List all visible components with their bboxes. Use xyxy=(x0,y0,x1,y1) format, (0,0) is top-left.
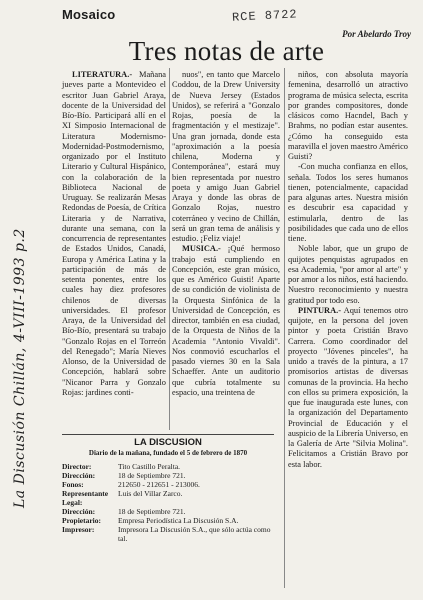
masthead-row xyxy=(62,471,274,480)
masthead-subtitle: Diario de la mañana, fundado el 5 de febrero de 1870 xyxy=(88,449,248,457)
masthead-row xyxy=(62,462,274,471)
masthead-value: Tito Castillo Peralta. xyxy=(118,462,181,471)
masthead-label: Impresor: xyxy=(62,525,95,534)
masthead-row xyxy=(62,489,274,507)
paragraph-text: -Con mucha confianza en ellos, señala. Todos los seres humanos tienen, potencialmente, capacidad para algunas artes. Nuestra misión es descubrir esa capacidad y estimularla, dentro de las posibilidades que cada uno de ellos tiene. xyxy=(288,162,408,243)
paragraph xyxy=(288,162,408,244)
paragraph-text: Mañana jueves parte a Montevideo el escritor Juan Gabriel Araya, docente de la Universidad del Bío-Bío. Participará allí en el XI Simposio Internacional de Literatura Modernismo-Modernidad-Postmodernismo, organizado por el Instituto Literario y Cultural Hispánico, con la colaboración de la Biblioteca Nacional de Uruguay. Se realizarán Mesas Redondas de Poesía, de Crítica Literaria y de Narrativa, durante una semana, con la concurrencia de representantes de Estados Unidos, Canadá, Europa y América Latina y la participación de más de setenta ponentes, entre los cuales hay diez profesores chilenos de diversas universidades. El profesor Araya, de la Universidad del Bío-Bío, presentará su trabajo "Gonzalo Rojas en el Torreón del Renegado"; María Nieves Alonso, de la Universidad de Concepción, hablará sobre "Nicanor Parra y Gonzalo Rojas: jardines conti- xyxy=(62,70,166,397)
paragraph-text: ¡Qué hermoso trabajo está cumpliendo en Concepción, este gran músico, que es Américo Guisti! Aparte de su condición de violinista de la Orquesta Sinfónica de la Universidad de Concepción, es director, también en esa ciudad, de la Orquesta de Niños de la Academia "Antonio Vivaldi". Nos conmovió escucharlos el pasado viernes 30 en la Sala Schaeffer. Ante un auditorio que cubría totalmente su espacio, una treintena de xyxy=(172,244,280,397)
byline: Por Abelardo Troy xyxy=(342,29,411,39)
paragraph xyxy=(288,244,408,306)
masthead-rows xyxy=(62,462,274,543)
masthead-row xyxy=(62,507,274,516)
masthead-label: Director: xyxy=(62,462,92,471)
masthead-label: Fonos: xyxy=(62,480,84,489)
paragraph xyxy=(172,70,280,244)
paragraph-lead: MUSICA.- xyxy=(182,244,221,254)
paragraph-text: Noble labor, que un grupo de quijotes penquistas agrupados en esa Academia, "por amor al arte" y por amor a los niños, está haciendo. Nuestro reconocimiento y nuestra gratitud por todo eso. xyxy=(288,244,409,305)
paragraph-lead: LITERATURA.- xyxy=(72,70,133,79)
paragraph-text: Aquí tenemos otro quijote, en la persona del joven pintor y poeta Cristián Bravo Carrera. Como coordinador del proyecto "Jóvenes pinceles", ha unido a través de la pintura, a 17 promisorios artistas de diversas comunas de la provincia. Ha hecho con ellos su primera exposición, la que fue inaugurada este lunes, con la organización del Departamento Provincial de Educación y el auspicio de la Librería Universo, en la Galería de Arte "Silvia Molina". Felicitamos a Cristián Bravo por esta labor. xyxy=(288,305,408,469)
masthead-value: Luis del Villar Zarco. xyxy=(118,489,183,498)
headline: Tres notas de arte xyxy=(128,36,325,66)
paragraph-lead: PINTURA.- xyxy=(298,305,342,315)
masthead-value: Impresora La Discusión S.A., que sólo actúa como tal. xyxy=(118,525,271,543)
masthead-value: 18 de Septiembre 721. xyxy=(118,507,186,516)
masthead-row xyxy=(62,516,274,525)
handwritten-code: RCE 8722 xyxy=(231,7,298,25)
article-column-1 xyxy=(62,70,166,398)
masthead-label: Propietario: xyxy=(62,516,102,525)
column-divider xyxy=(284,68,285,588)
paragraph xyxy=(288,70,408,162)
handwritten-margin-note: La Discusión Chillán, 4-VIII-1993 p.2 xyxy=(12,228,28,508)
column-divider xyxy=(169,68,170,430)
paragraph-text: niños, con absoluta mayoría femenina, desarrolló un atractivo programa de música selecta, escrita por grandes compositores, donde clásicos como Hacndel, Bach y Brahms, no podían estar ausentes. ¿Cómo ha conseguido esta maravilla el joven maestro Américo Guisti? xyxy=(288,70,408,161)
paragraph xyxy=(172,244,280,398)
paragraph xyxy=(288,306,408,470)
section-title: Mosaico xyxy=(62,7,116,22)
masthead-label: Representante Legal: xyxy=(62,489,109,507)
masthead-label: Dirección: xyxy=(62,507,96,516)
masthead-value: 212650 - 212651 - 213006. xyxy=(118,480,200,489)
paragraph xyxy=(62,70,166,398)
masthead-value: Empresa Periodística La Discusión S.A. xyxy=(118,516,239,525)
article-column-3 xyxy=(288,70,408,470)
masthead-row xyxy=(62,525,274,543)
paragraph-text: nuos", en tanto que Marcelo Coddou, de la Drew University de Nueva Jersey (Estados Unidos), se referirá a "Gonzalo Rojas, poesía de la fragmentación y el mestizaje". Una gran jornada, donde esta "aproximación a la poesía chilena, Moderna y Contemporánea", estará muy bien representada por nuestro poeta y amigo Juan Gabriel Araya y donde las obras de Gonzalo Rojas, nuestro coterráneo y vecino de Chillán, será un gran tema de análisis y estudio. ¡Feliz viaje! xyxy=(172,70,280,243)
masthead-row xyxy=(62,480,274,489)
masthead-value: 18 de Septiembre 721. xyxy=(118,471,186,480)
masthead-box xyxy=(62,434,274,565)
article-column-2 xyxy=(172,70,280,398)
masthead-label: Dirección: xyxy=(62,471,96,480)
masthead-title: LA DISCUSION xyxy=(134,437,202,448)
